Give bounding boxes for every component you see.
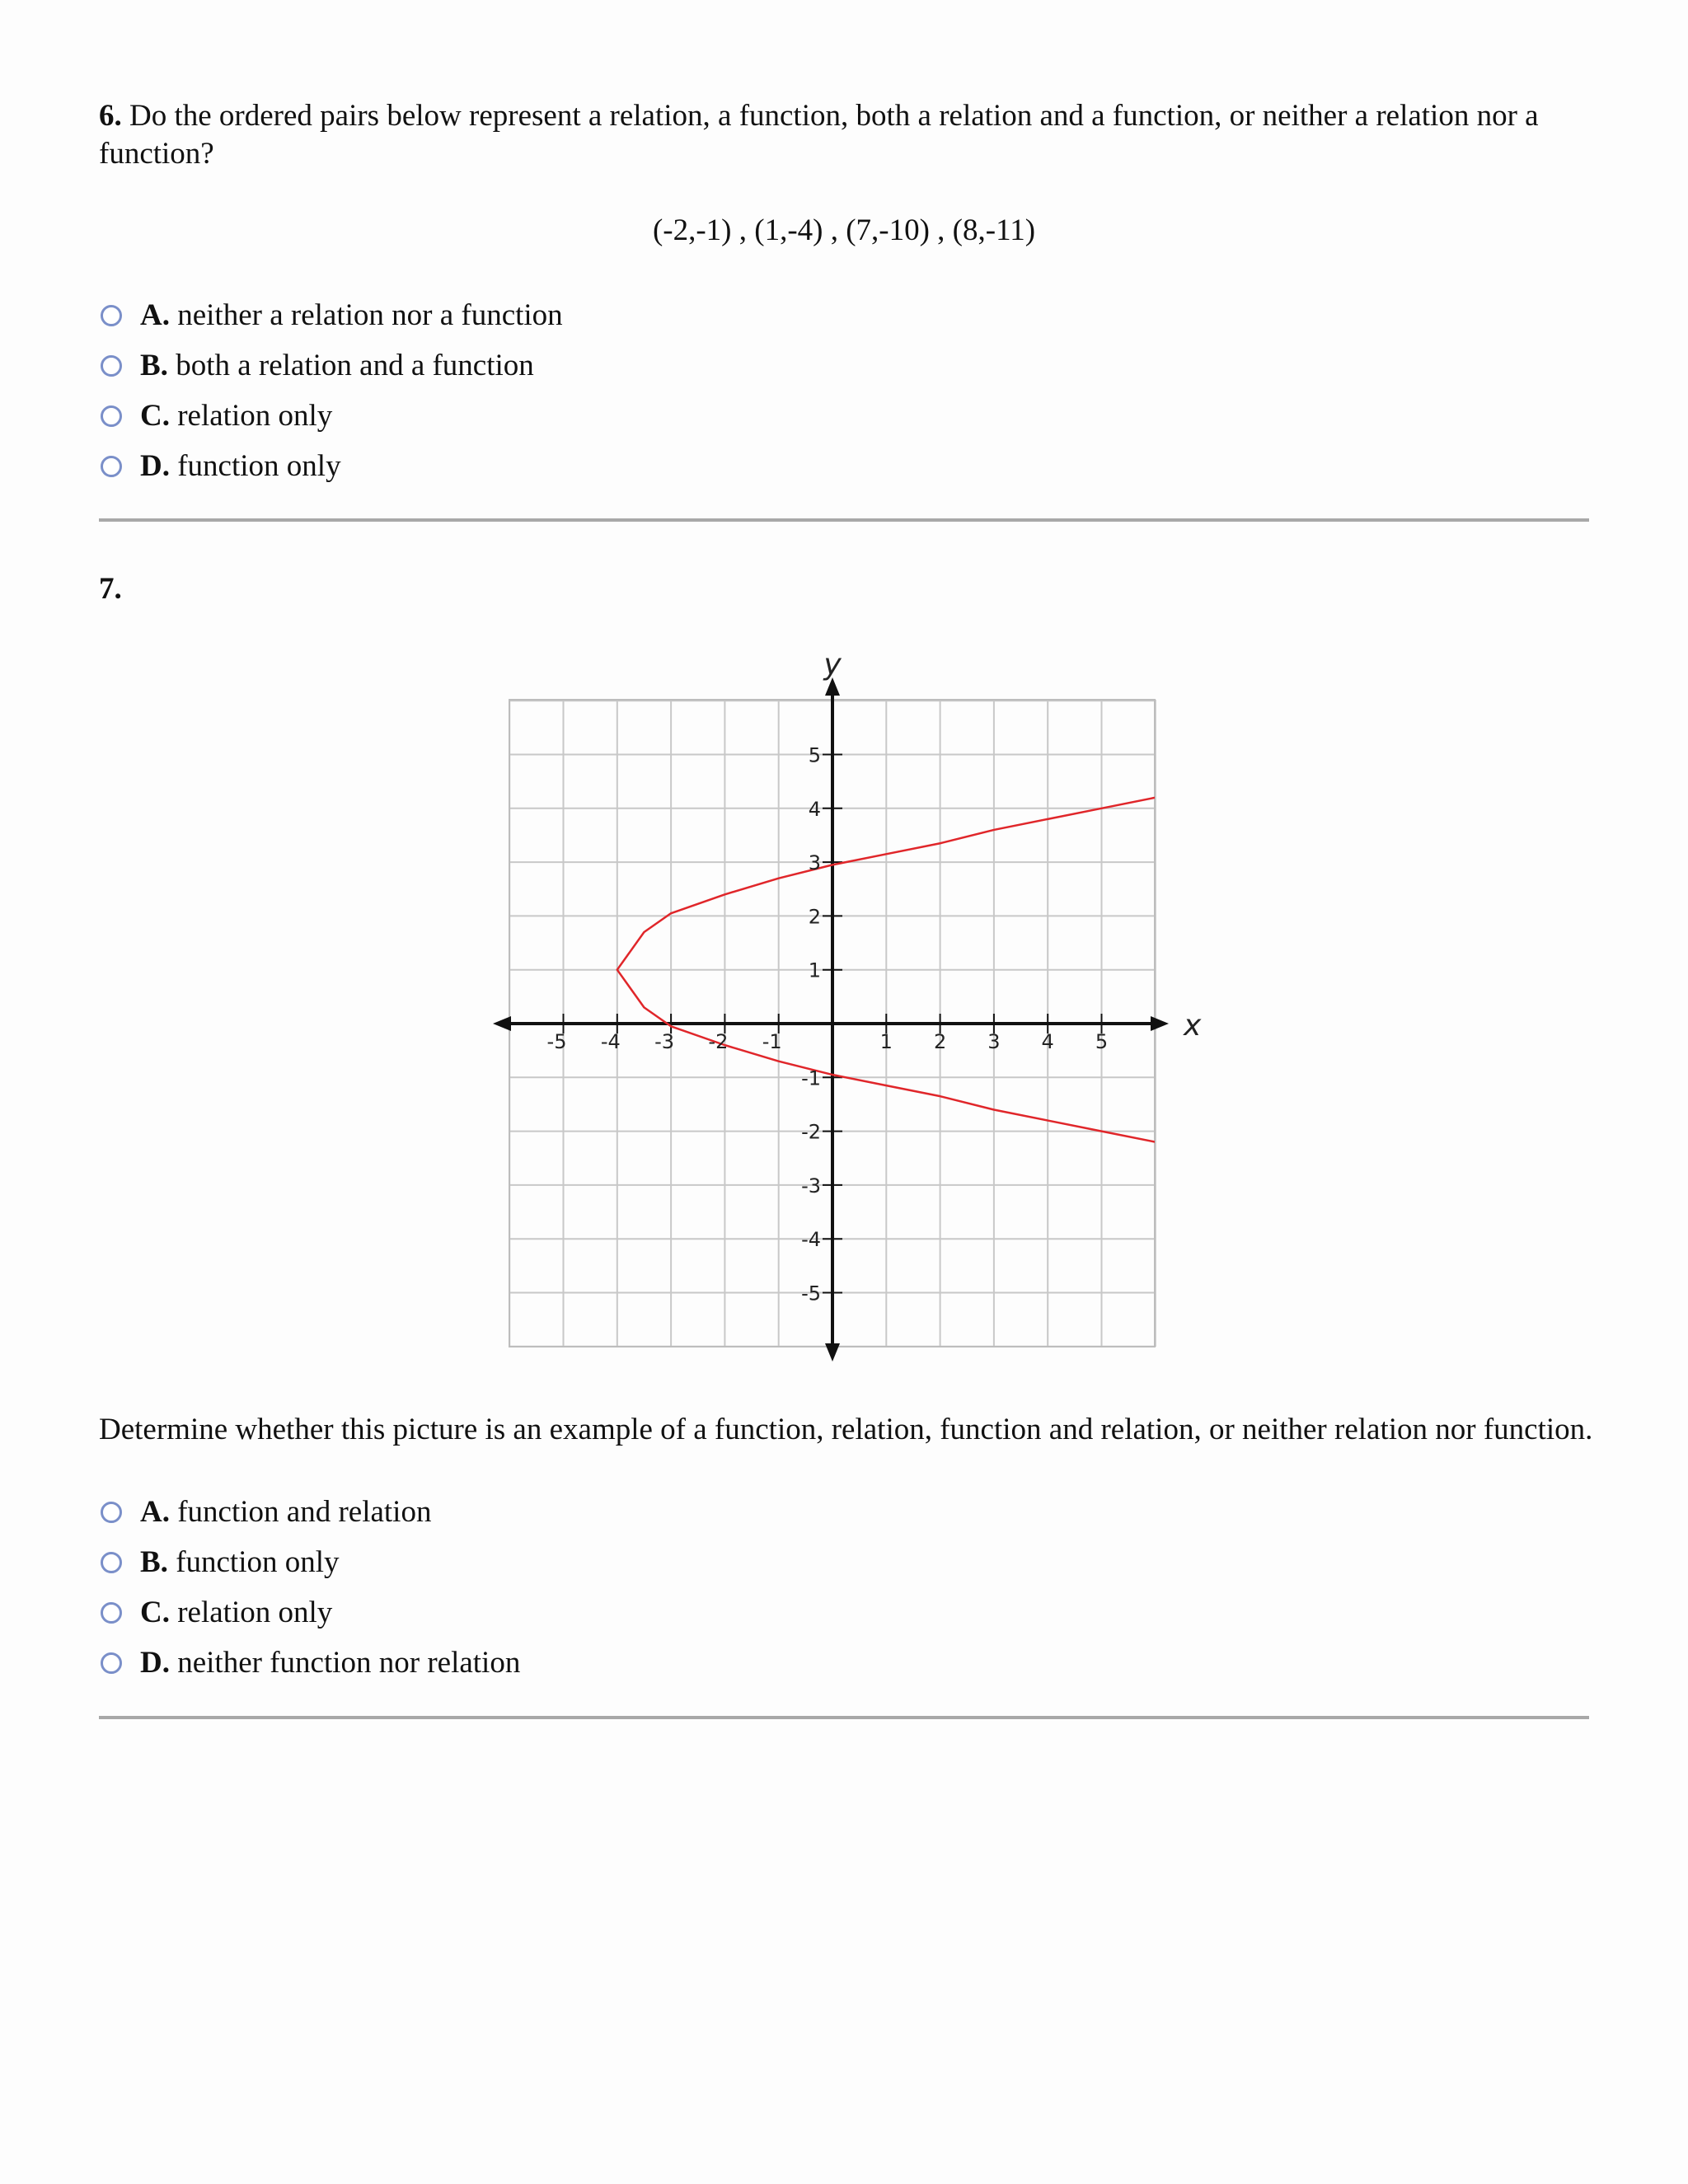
y-tick-label: 5 bbox=[808, 743, 821, 767]
q7-option-d-letter: D. bbox=[140, 1646, 170, 1680]
y-tick-label: -4 bbox=[801, 1228, 821, 1252]
y-tick-label: 1 bbox=[808, 958, 821, 982]
question-6-number: 6. bbox=[99, 99, 122, 133]
q7-option-c-letter: C. bbox=[140, 1596, 170, 1629]
q7-option-d-text: neither function nor relation bbox=[177, 1646, 521, 1680]
question-7-number: 7. bbox=[99, 572, 122, 606]
q7-option-a-text: function and relation bbox=[177, 1495, 432, 1529]
q7-option-b-text: function only bbox=[176, 1545, 340, 1579]
divider-2 bbox=[99, 1716, 1589, 1719]
q6-option-a-letter: A. bbox=[140, 298, 170, 332]
x-tick-label: 1 bbox=[879, 1030, 893, 1053]
y-tick-label: -2 bbox=[801, 1120, 821, 1144]
x-axis-label: x bbox=[1184, 1009, 1202, 1043]
graph-axes bbox=[493, 677, 1169, 1361]
y-tick-label: -1 bbox=[801, 1066, 821, 1090]
q6-option-b-text: both a relation and a function bbox=[176, 349, 534, 382]
q7-option-c-radio[interactable] bbox=[101, 1602, 122, 1624]
x-tick-label: 4 bbox=[1041, 1030, 1054, 1053]
graph-labels bbox=[547, 648, 1202, 1305]
q6-option-d-text: function only bbox=[177, 449, 341, 483]
y-tick-label: -5 bbox=[801, 1282, 821, 1305]
q7-option-a-letter: A. bbox=[140, 1495, 170, 1529]
x-tick-label: -2 bbox=[708, 1030, 729, 1053]
q7-option-b-letter: B. bbox=[140, 1545, 168, 1579]
y-axis-bottom-arrow bbox=[825, 1343, 840, 1361]
x-tick-label: -5 bbox=[546, 1030, 567, 1053]
q7-option-c-text: relation only bbox=[177, 1596, 333, 1629]
x-tick-label: -1 bbox=[762, 1030, 782, 1053]
x-tick-label: 5 bbox=[1095, 1030, 1109, 1053]
q7-option-a-radio[interactable] bbox=[101, 1502, 122, 1523]
y-tick-label: -3 bbox=[801, 1174, 821, 1197]
y-tick-label: 3 bbox=[808, 851, 821, 875]
q6-option-c-letter: C. bbox=[140, 399, 170, 433]
q6-option-d-letter: D. bbox=[140, 449, 170, 483]
question-7-prompt: Determine whether this picture is an example of a function, relation, function and relation, or neither relation nor function. bbox=[99, 1413, 1593, 1446]
q7-option-d-radio[interactable] bbox=[101, 1652, 122, 1674]
question-6-text: Do the ordered pairs below represent a relation, a function, both a relation and a function, or neither a relation nor a function? bbox=[99, 99, 1539, 171]
ordered-pairs: (-2,-1) , (1,-4) , (7,-10) , (8,-11) bbox=[652, 213, 1036, 247]
q6-option-a-text: neither a relation nor a function bbox=[177, 298, 563, 332]
x-axis-right-arrow bbox=[1151, 1016, 1169, 1031]
x-tick-label: 2 bbox=[933, 1030, 947, 1053]
y-tick-label: 2 bbox=[808, 905, 821, 929]
y-tick-label: 4 bbox=[808, 797, 821, 821]
q6-option-b-letter: B. bbox=[140, 349, 168, 382]
q6-option-c-text: relation only bbox=[177, 399, 333, 433]
q7-option-b-radio[interactable] bbox=[101, 1552, 122, 1573]
x-tick-label: 3 bbox=[987, 1030, 1001, 1053]
x-tick-label: -3 bbox=[654, 1030, 675, 1053]
x-axis-left-arrow bbox=[493, 1016, 511, 1031]
x-tick-label: -4 bbox=[600, 1030, 621, 1053]
y-axis-label: y bbox=[823, 648, 842, 682]
